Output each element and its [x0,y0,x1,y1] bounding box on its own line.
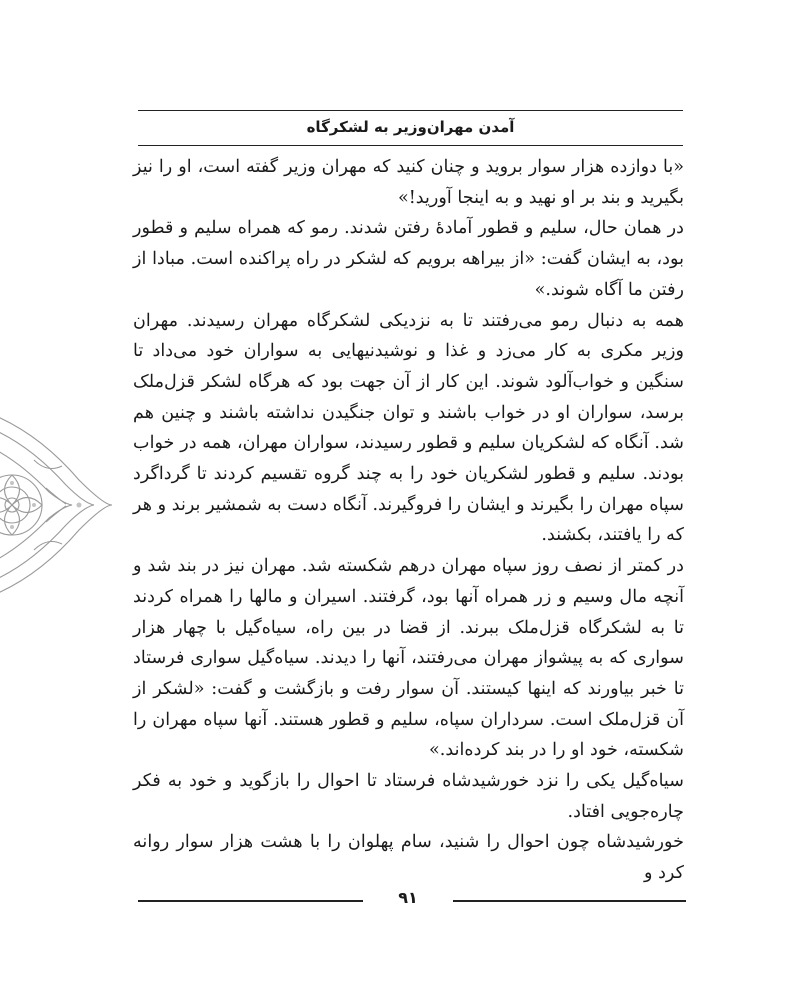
paragraph: همه به دنبال رمو می‌رفتند تا به نزدیکی لشکرگاه مهران رسیدند. مهران وزیر مکری به کار می‌زد و غذا و نوشیدنیهایی به سواران خود می‌داد تا سنگین و خواب‌آلود شوند. این کار از آن جهت بود که هرگاه لشکر قزل‌ملک برسد، سواران او در خواب باشند و توان جنگیدن نداشته باشند و چنین هم شد. آنگاه که لشکریان سلیم و قطور رسیدند، سواران مهران، همه در خواب بودند. سلیم و قطور لشکریان خود را به چند گروه تقسیم کردند تا گرداگرد سپاه مهران را بگیرند و ایشان را فروگیرند. آنگاه دست به شمشیر برند و هر که را یافتند، بکشند. [133,310,684,546]
paragraph: سیاه‌گیل یکی را نزد خورشیدشاه فرستاد تا احوال را بازگوید و خود به فکر چاره‌جویی افتاد. [133,771,684,822]
header-rule-bottom [138,145,683,146]
paragraph: در همان حال، سلیم و قطور آمادهٔ رفتن شدند. رمو که همراه سلیم و قطور بود، به ایشان گفت: «از بیراهه برویم که لشکر در راه پراکنده است. مبادا از رفتن ما آگاه شوند.» [133,218,684,300]
header-rule-top [138,110,683,111]
paragraph: «با دوازده هزار سوار بروید و چنان کنید که مهران وزیر گفته است، او را نیز بگیرید و بند بر او نهید و به اینجا آورید!» [133,157,684,208]
paragraph: در کمتر از نصف روز سپاه مهران درهم شکسته شد. مهران نیز در بند شد و آنچه مال وسیم و زر همراه آنها بود، گرفتند. اسیران و مالها را همراه کردند تا به لشکرگاه قزل‌ملک ببرند. از قضا در بین راه، سیاه‌گیل با چهار هزار سواری که به پیشواز مهران می‌رفتند، آنها را دیدند. سیاه‌گیل سواری فرستاد تا خبر بیاورند که اینها کیستند. آن سوار رفت و بازگشت و گفت: «لشکر از آن قزل‌ملک است. سرداران سپاه، سلیم و قطور هستند. آنها سپاه مهران را شکسته، خود او را در بند کرده‌اند.» [133,556,684,761]
footer-rule-right [453,900,686,902]
page-footer [138,888,686,912]
footer-rule-left [138,900,363,902]
paragraph: خورشیدشاه چون احوال را شنید، سام پهلوان را با هشت هزار سوار روانه کرد و [133,832,684,884]
running-head: آمدن مهران‌وزیر به لشکرگاه [306,118,515,136]
body-text [133,152,684,889]
page-number: ۹۱ [398,888,418,907]
arabesque-ornament-icon [0,400,114,610]
